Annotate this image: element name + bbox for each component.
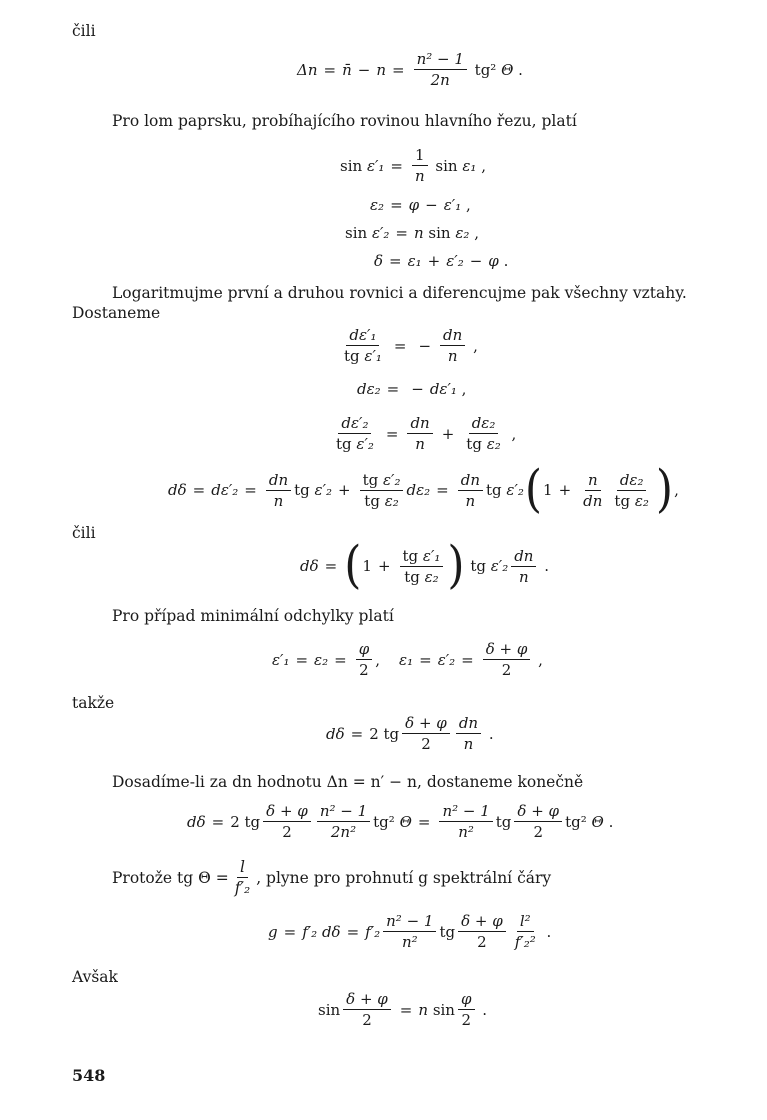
- word-cili-1: čili: [72, 22, 96, 40]
- equation-2: sin ε′₁ = $\frac{1}{n}$ sin ε₁ ,: [340, 146, 486, 185]
- equation-13: dδ = 2 tg $\frac{\delta + \varphi}{2}$ $\frac{\text{n² − 1}}{\text{2n²}}$ tg² Θ = $\frac{\text{n² − 1}}{\text{n²}}$ tg $\frac{\delta + \varphi}{2}$ tg² Θ .: [187, 802, 614, 841]
- equation-3: ε₂ = φ − ε′₁ ,: [370, 196, 471, 214]
- equation-6: $\frac{\text{dε′₁}}{\text{tg ε′₁}}$ = − $\frac{dn}{n}$ ,: [344, 326, 478, 365]
- paragraph-2: Logaritmujme první a druhou rovnici a diferencujme pak všechny vztahy. Dostaneme: [72, 284, 687, 322]
- paragraph-5-start: Protože tg Θ =: [112, 868, 229, 887]
- equation-9: dδ = dε′₂ = $\frac{dn}{n}$ tg ε′₂ + $\frac{\text{tg ε′₂}}{\text{tg ε₂}}$ dε₂ = $\frac{dn}{n}$ tg ε′₂ ( 1 + $\frac{n}{dn}$ $\frac{\text{dε₂}}{\text{tg ε₂}}$ ) ,: [168, 460, 679, 519]
- page-number: 548: [72, 1066, 106, 1085]
- word-cili-2: čili: [72, 524, 96, 542]
- equation-14: $\frac{l}{\text{f′₂}}$: [234, 858, 251, 897]
- paragraph-3: Pro případ minimální odchylky platí: [112, 607, 394, 625]
- paragraph-5-end: , plyne pro prohnutí g spektrální čáry: [256, 868, 552, 887]
- equation-8: $\frac{\text{dε′₂}}{\text{tg ε′₂}}$ = $\frac{dn}{n}$ + $\frac{\text{dε₂}}{\text{tg ε₂}}$ ,: [336, 414, 517, 453]
- equation-12: dδ = 2 tg $\frac{\delta + \varphi}{2}$ $\frac{dn}{n}$ .: [326, 714, 494, 753]
- equation-7: dε₂ = − dε′₁ ,: [357, 380, 467, 398]
- word-takze: takže: [72, 694, 115, 712]
- equation-5: δ = ε₁ + ε′₂ − φ .: [374, 252, 509, 270]
- paragraph-4: Dosadíme-li za dn hodnotu Δn = n′ − n, dostaneme konečně: [112, 773, 584, 791]
- equation-15: g = f′₂ dδ = f′₂ $\frac{\text{n² − 1}}{\text{n²}}$ tg $\frac{\delta + \varphi}{2}$ $\frac{\text{l²}}{\text{f′₂²}}$ .: [268, 912, 552, 951]
- paragraph-1: Pro lom paprsku, probíhajícího rovinou hlavního řezu, platí: [112, 112, 577, 130]
- word-avsak: Avšak: [72, 968, 118, 986]
- equation-1: Δn = n̄ − n = $\frac{\text{n² − 1}}{2n}$ tg² Θ .: [297, 50, 523, 89]
- paragraph-5: [112, 858, 551, 897]
- equation-10: dδ = ( 1 + $\frac{\text{tg ε′₁}}{\text{tg ε₂}}$ ) tg ε′₂ $\frac{dn}{n}$ .: [300, 536, 550, 595]
- equation-11: ε′₁ = ε₂ = $\frac{\varphi}{2}$ , ε₁ = ε′₂ = $\frac{\delta + \varphi}{2}$ ,: [272, 640, 543, 679]
- equation-16: sin $\frac{\delta + \varphi}{2}$ = n sin $\frac{\varphi}{2}$ .: [318, 990, 488, 1029]
- equation-4: sin ε′₂ = n sin ε₂ ,: [345, 224, 479, 242]
